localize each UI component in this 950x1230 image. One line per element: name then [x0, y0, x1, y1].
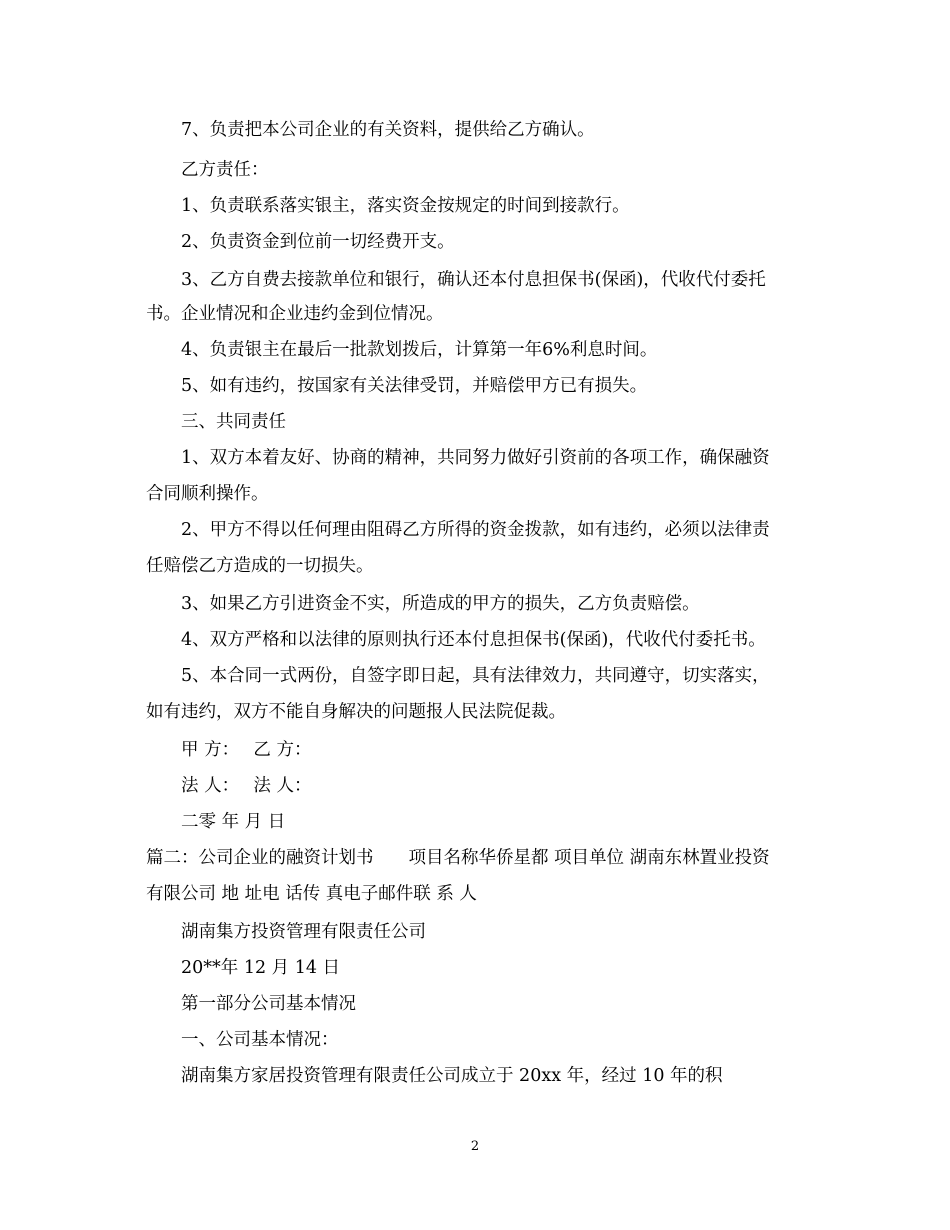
- signature-party-line: 甲 方： 乙 方：: [181, 740, 312, 760]
- text-line: 4、双方严格和以法律的原则执行还本付息担保书(保函)，代收代付委托书。: [181, 630, 766, 650]
- signature-legal-line: 法 人： 法 人：: [181, 776, 312, 796]
- text-line: 7、负责把本公司企业的有关资料，提供给乙方确认。: [181, 120, 595, 140]
- text-line: 5、本合同一式两份，自签字即日起，具有法律效力，共同遵守，切实落实，: [181, 666, 770, 686]
- text-line: 任赔偿乙方造成的一切损失。: [146, 556, 374, 576]
- section-heading: 一、公司基本情况：: [181, 1030, 339, 1050]
- page-number: 2: [470, 1139, 480, 1154]
- text-line: 有限公司 地 址电 话传 真电子邮件联 系 人: [146, 884, 477, 904]
- date-line: 20**年 12 月 14 日: [181, 958, 341, 978]
- text-line: 湖南集方投资管理有限责任公司: [181, 922, 426, 942]
- text-line: 3、如果乙方引进资金不实，所造成的甲方的损失，乙方负责赔偿。: [181, 594, 700, 614]
- section-heading: 篇二：公司企业的融资计划书 项目名称华侨星都 项目单位 湖南东林置业投资: [146, 848, 770, 868]
- text-line: 合同顺利操作。: [146, 484, 269, 504]
- text-line: 如有违约，双方不能自身解决的问题报人民法院促裁。: [146, 702, 566, 722]
- section-heading: 第一部分公司基本情况: [181, 994, 356, 1014]
- date-line: 二零 年 月 日: [181, 812, 286, 832]
- text-line: 5、如有违约，按国家有关法律受罚，并赔偿甲方已有损失。: [181, 376, 648, 396]
- text-line: 书。企业情况和企业违约金到位情况。: [146, 304, 444, 324]
- text-line: 2、负责资金到位前一切经费开支。: [181, 232, 455, 252]
- section-heading: 三、共同责任: [181, 412, 286, 432]
- text-line: 3、乙方自费去接款单位和银行，确认还本付息担保书(保函)，代收代付委托: [181, 270, 766, 290]
- text-line: 4、负责银主在最后一批款划拨后，计算第一年6%利息时间。: [181, 340, 658, 360]
- text-line: 1、负责联系落实银主，落实资金按规定的时间到接款行。: [181, 196, 630, 216]
- text-line: 1、双方本着友好、协商的精神，共同努力做好引资前的各项工作，确保融资: [181, 448, 770, 468]
- text-line: 湖南集方家居投资管理有限责任公司成立于 20xx 年，经过 10 年的积: [181, 1066, 723, 1086]
- text-line: 乙方责任：: [181, 160, 269, 180]
- text-line: 2、甲方不得以任何理由阻碍乙方所得的资金拨款，如有违约，必须以法律责: [181, 520, 770, 540]
